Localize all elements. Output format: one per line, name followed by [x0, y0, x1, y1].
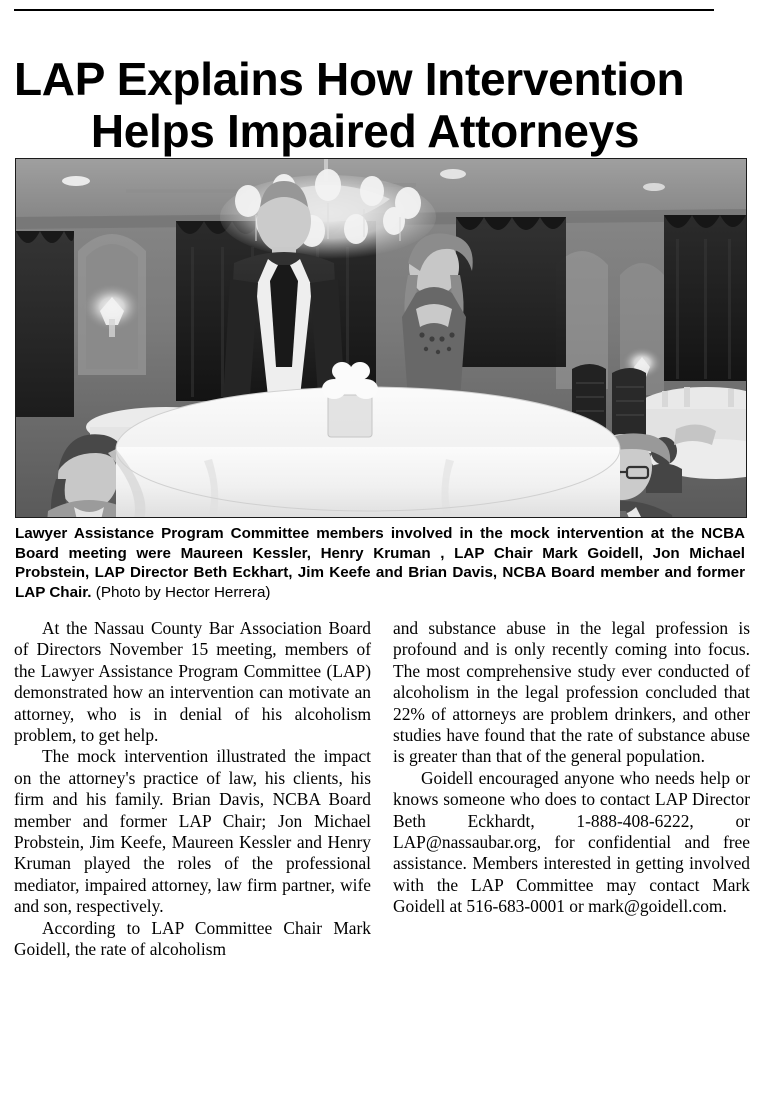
- photo-credit: (Photo by Hector Herrera): [95, 583, 271, 601]
- page-title: [14, 53, 730, 157]
- article-body: [14, 618, 750, 1058]
- photo-image: [16, 159, 746, 517]
- caption-text: Lawyer Assistance Program Committee members involved in the mock intervention at the NCBA Board meeting were Maureen Kessler, Henry Kruman , LAP Chair Mark Goidell, Jon Michael Probstein, LAP Director Beth Eckhart, Jim Keefe and Brian Davis, NCBA Board member and former LAP Chair.: [15, 525, 745, 601]
- body-column-right: [393, 618, 750, 1058]
- paragraph: According to LAP Committee Chair Mark Goidell, the rate of alcoholism: [14, 917, 371, 960]
- paragraph: The mock intervention illustrated the impact on the attorney's practice of law, his clients, his firm and his family. Brian Davis, NCBA Board member and former LAP Chair; Jon Michael Probstein, Jim Keefe, Maureen Kessler and Henry Kruman played the roles of the professional mediator, impaired attorney, law firm partner, wife and son, respectively.: [14, 746, 371, 917]
- paragraph: At the Nassau County Bar Association Board of Directors November 15 meeting, members of the Lawyer Assistance Program Committee (LAP) demonstrated how an intervention can motivate an attorney, who is in denial of his alcoholism problem, to get help.: [14, 618, 371, 746]
- body-column-left: [14, 618, 371, 1058]
- headline-line-2: Helps Impaired Attorneys: [90, 104, 640, 157]
- top-divider-rule: [14, 9, 714, 11]
- paragraph: Goidell encouraged anyone who needs help or knows someone who does to contact LAP Director Beth Eckhardt, 1-888-408-6222, or LAP@nassaubar.org, for confidential and free assistance. Members interested in getting involved with the LAP Committee may contact Mark Goidell at 516-683-0001 or mark@goidell.com.: [393, 767, 750, 917]
- headline-line-1: LAP Explains How Intervention: [14, 52, 685, 105]
- article-photo: [15, 158, 747, 518]
- photo-caption: [15, 524, 745, 602]
- paragraph: and substance abuse in the legal profession is profound and is only recently coming into focus. The most comprehensive study ever conducted of alcoholism in the legal profession concluded that 22% of attorneys are problem drinkers, and other studies have found that the rate of substance abuse is greater than that of the general population.: [393, 618, 750, 767]
